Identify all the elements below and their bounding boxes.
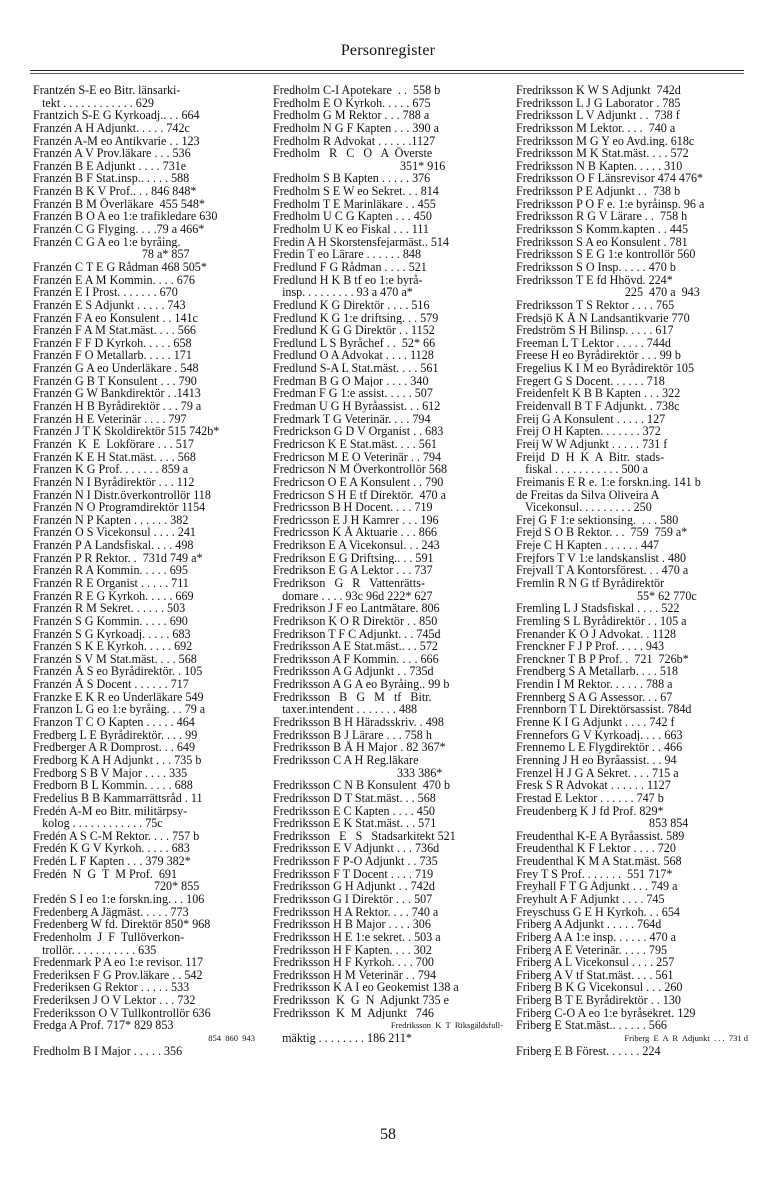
index-entry-line: Franzén S G Kyrkoadj. . . . . 683 [33,627,191,641]
index-entry-line: Fredriksson K G N Adjunkt 735 e [273,994,450,1007]
index-column-1 [33,84,255,1057]
index-entry-line: Franzén S V M Stat.mäst. . . . 568 [33,652,197,666]
index-entry-line: Fredholm R C O A Överste [273,147,433,160]
index-entry-line: Fredström S H Bilinsp. . . . . 617 [516,324,674,337]
index-entry-line: Franzén B O A eo 1:e trafikledare 630 [33,210,218,224]
index-entry-line: Friberg E B Förest. . . . . . 224 [516,1044,661,1058]
index-entry-line: Fredriksson S A eo Konsulent . 781 [516,235,688,249]
index-entry-line: Fredriksson K M Adjunkt 746 [273,1006,434,1020]
index-entry-line: Fredholm B I Major . . . . . 356 [33,1044,183,1058]
index-entry-line: Frendin I M Rektor. . . . . . 788 a [516,678,673,691]
index-entry-line: Freidenfelt K B B Kapten . . . 322 [516,387,681,401]
index-entry-line: 720* 855 [33,880,200,893]
index-entry-line: Freje C H Kapten . . . . . . 447 [516,539,660,552]
index-entry-line: Fredelius B B Kammarrättsråd . 11 [33,791,203,805]
index-entry-line: Fredriksson N B Kapten. . . . . 310 [516,159,683,173]
index-entry-line: Friberg E A R Adjunkt . . . 731 d [624,1033,748,1044]
index-entry-line: Fredriksson B Å H Major . 82 367* [273,741,446,754]
index-entry-line: Franzke E K R eo Underläkare 549 [33,690,204,704]
index-entry-line: Franzén B M Överläkare 455 548* [33,197,205,211]
index-entry-line: Fredman F G 1:e assist. . . . . 507 [273,387,433,401]
index-entry-line: Fredriksson A G A eo Byråing.. 99 b [273,678,450,691]
index-entry-line: Fredholm E O Kyrkoh. . . . . 675 [273,96,431,110]
index-entry-line: Franzén E S Adjunkt . . . . . 743 [33,298,186,312]
index-entry-line: Fredriksson B J Lärare . . . 758 h [273,728,432,742]
index-entry-line: Fredholm U K eo Fiskal . . . 111 [273,223,429,236]
index-entry-line: Fremling L J Stadsfiskal . . . . 522 [516,602,680,615]
index-entry-line: trollör. . . . . . . . . . . 635 [33,943,157,957]
index-entry-line: Fredén N G T M Prof. 691 [33,867,178,881]
index-entry-line: kolog . . . . . . . . . . . . 75c [33,817,163,830]
index-entry-line: Fredman B G O Major . . . . 340 [273,374,429,388]
index-entry-line: Franzén R E G Kyrkoh. . . . . 669 [33,589,194,603]
index-entry-line: Franzén N P Kapten . . . . . . 382 [33,513,189,527]
index-entry-line: Freyhult A F Adjunkt . . . . 745 [516,893,665,906]
index-entry-line: Frenzel H J G A Sekret. . . . 715 a [516,766,679,780]
index-entry-line: Franzén E I Prost. . . . . . . 670 [33,286,178,299]
index-entry-line: Freij W W Adjunkt . . . . . 731 f [516,437,668,451]
index-entry-line: Frenckner T B P Prof. . 721 726b* [516,652,689,666]
index-entry-line: Fredriksson E C Kapten . . . . 450 [273,804,435,818]
index-entry-line: Fredriksson E V Adjunkt . . . 736d [273,842,440,856]
index-column-2 [273,84,503,1045]
index-entry-line: Fredmark T G Veterinär. . . . 794 [273,412,431,426]
index-entry-line: Fredriksson K T Riksgäldsfull- [390,1020,503,1031]
index-entry-line: 854 860 943 [208,1033,255,1044]
index-entry-line: 853 854 [516,817,689,830]
index-entry-line: Fredén A-M eo Bitr. militärpsy- [33,804,188,818]
index-entry-line: Franzén E A M Kommin. . . . 676 [33,273,195,287]
index-entry-line: de Freitas da Silva Oliveira A [516,488,660,502]
index-entry-line: Friberg B T E Byrådirektör . . 130 [516,994,681,1007]
index-entry-line: Frennefors G V Kyrkoadj. . . . 663 [516,728,683,742]
index-entry-line: Franzén A V Prov.läkare . . . 536 [33,147,191,160]
index-entry-line: Fredriksson H E 1:e sekret. . 503 a [273,930,441,944]
index-entry-line: Freyschuss G E H Kyrkoh. . . 654 [516,905,680,919]
index-entry-line: Fredga A Prof. 717* 829 853 [33,1019,174,1033]
index-entry-line: Fredriksson L V Adjunkt . . 738 f [516,109,680,122]
index-entry-line: Franzén R E Organist . . . . . 711 [33,576,189,590]
index-entry-line: Fredholm S E W eo Sekret. . . 814 [273,185,439,198]
index-entry-line: Fredborg S B V Major . . . . 335 [33,766,188,780]
index-entry-line: Frenander K O J Advokat. . 1128 [516,627,677,641]
index-entry-line: Fredriksson R G V Lärare . . 758 h [516,210,688,224]
index-entry-line: Fredriksson S E G 1:e kontrollör 560 [516,248,696,261]
index-entry-line: Fredholm C-I Apotekare . . 558 b [273,84,441,97]
index-entry-line: Fredén S I eo 1:e forskn.ing. . . 106 [33,893,205,906]
index-entry-line: Fredriksson K W S Adjunkt 742d [516,84,681,97]
index-entry-line: Fredriksson H F Kapten. . . . 302 [273,943,432,957]
index-entry-line: tekt . . . . . . . . . . . . 629 [33,96,154,110]
index-entry-line: Freudenthal K F Lektor . . . . 720 [516,842,676,856]
index-entry-line: Fredriksson C A H Reg.läkare [273,753,419,767]
index-entry-line: Franzon T C O Kapten . . . . . 464 [33,716,195,729]
index-entry-line: Franzén K E Lokförare . . . 517 [33,437,194,451]
index-entry-line: Fredriksson O F Länsrevisor 474 476* [516,172,704,186]
index-entry-line: Fredricson N M Överkontrollör 568 [273,463,447,476]
index-entry-line: Fredén K G V Kyrkoh. . . . . 683 [33,842,190,856]
index-entry-line: Fredriksson T E fd Hhövd. 224* [516,273,673,287]
index-entry-line: Freudenthal K-E A Byråassist. 589 [516,829,685,843]
index-entry-line: Fredman U G H Byråassist. . . 612 [273,400,441,413]
index-entry-line: Frennborn T L Direktörsassist. 784d [516,703,692,717]
index-entry-line: Fredenmark P A eo 1:e revisor. 117 [33,956,204,969]
index-entry-line: Franzén B E Adjunkt . . . . 731e [33,159,187,173]
index-entry-line: Friberg A L Vicekonsul . . . . 257 [516,956,675,969]
index-entry-line: 225 470 a 943 [516,286,700,299]
index-entry-line: 333 386* [273,766,443,780]
index-entry-line: Fredriksson A G Adjunkt . . 735d [273,665,434,679]
index-entry-line: Friberg A V tf Stat.mäst. . . . 561 [516,968,674,982]
index-entry-line: Friberg A E Veterinär. . . . . 795 [516,943,668,957]
index-entry-line: Franzén Å S eo Byrådirektör. . 105 [33,665,203,679]
index-entry-line: Freidenvall B T F Adjunkt. . 738c [516,400,680,413]
index-entry-line: 78 a* 857 [33,248,190,261]
index-entry-line: Fredrikson K O R Direktör . . 850 [273,614,438,628]
index-entry-line: insp. . . . . . . . . 93 a 470 a* [273,286,413,299]
index-entry-line: Frantzén S-E eo Bitr. länsarki- [33,84,181,97]
index-entry-line: 55* 62 770c [516,589,697,603]
index-entry-line: Fredenberg W fd. Direktör 850* 968 [33,918,211,931]
index-entry-line: Fredrikson E G Driftsing.. . . 591 [273,551,434,565]
index-entry-line: Friberg A A 1:e insp. . . . . . 470 a [516,930,677,944]
index-entry-line: Frennemo L E Flygdirektör . . 466 [516,741,683,754]
index-entry-line: Franzén S K E Kyrkoh. . . . . 692 [33,640,193,653]
index-entry-line: Fredriksson K A I eo Geokemist 138 a [273,981,459,995]
index-entry-line: Fredricsson K Å Aktuarie . . . 866 [273,526,437,540]
index-entry-line: Franzén S G Kommin. . . . . 690 [33,614,188,628]
index-entry-line: Fredlund K G G Direktör . . 1152 [273,324,435,337]
index-entry-line: Freese H eo Byrådirektör . . . 99 b [516,349,681,363]
index-entry-line: Fredrikson J F eo Lantmätare. 806 [273,602,440,615]
index-entry-line: Frestad E Lektor . . . . . . 747 b [516,791,664,805]
index-entry-line: Fredriksson H B Major . . . . 306 [273,918,431,931]
index-entry-line: Franzén C G Flyging. . . .79 a 466* [33,223,205,236]
index-entry-line: Fredrikson G R Vattenrätts- [273,576,425,590]
index-entry-line: Frederiksen G Rektor . . . . . 533 [33,981,190,995]
index-entry-line: Friberg B K G Vicekonsul . . . 260 [516,981,683,995]
index-entry-line: Franzén F O Metallarb. . . . . 171 [33,349,192,363]
index-entry-line: Fredricson K E Stat.mäst. . . . 561 [273,437,437,451]
index-entry-line: Fredrikson E G A Lektor . . . 737 [273,564,433,577]
index-entry-line: Fredriksson A F Kommin. . . . 666 [273,652,439,666]
index-entry-line: Fredriksson S Komm.kapten . . 445 [516,223,688,236]
index-entry-line: Fredricson S H E tf Direktör. 470 a [273,488,446,502]
index-entry-line: Frenning J H eo Byråassist. . . 94 [516,753,677,767]
index-entry-line: Fredriksson G H Adjunkt . . 742d [273,880,435,893]
index-entry-line: Freij O H Kapten. . . . . . . 372 [516,425,661,438]
index-entry-line: Freyhall F T G Adjunkt . . . 749 a [516,880,678,893]
index-entry-line: Fredriksson C N B Konsulent 470 b [273,779,451,792]
index-entry-line: Freudenberg K J fd Prof. 829* [516,804,664,818]
index-entry-line: Frederiksen F G Prov.läkare . . 542 [33,968,203,982]
index-entry-line: Fredlund F G Rådman . . . . 521 [273,260,427,274]
index-entry-line: Franzén C G A eo 1:e byråing. [33,235,181,249]
index-entry-line: Fredriksson E K Stat.mäst. . . 571 [273,817,437,830]
index-entry-line: Franzon L G eo 1:e byråing. . . 79 a [33,703,206,717]
index-entry-line: Fredén L F Kapten . . . 379 382* [33,855,191,868]
index-entry-line: Fredriksson M Lektor. . . . 740 a [516,121,676,135]
index-entry-line: Fredriksson S O Insp. . . . . 470 b [516,260,676,274]
index-entry-line: Fredlund K G 1:e driftsing. . . 579 [273,311,439,325]
index-entry-line: taxer.intendent . . . . . . . 488 [273,703,418,717]
index-entry-line: Friberg E Stat.mäst.. . . . . . 566 [516,1019,667,1033]
index-entry-line: Freij G A Konsulent . . . . . 127 [516,412,666,426]
index-entry-line: 351* 916 [273,159,446,173]
index-entry-line: Fredborg K A H Adjunkt . . . 735 b [33,753,202,767]
index-entry-line: Frenne K I G Adjunkt . . . . 742 f [516,716,675,729]
index-entry-line: Franzén C T E G Rådman 468 505* [33,260,207,274]
index-entry-line: Fredlund K G Direktör . . . . 516 [273,298,430,312]
index-entry-line: Fredenholm J F Tullöverkon- [33,930,185,944]
index-entry-line: Franzén G W Bankdirektör . .1413 [33,387,201,401]
index-entry-line: Frederiksson O V Tullkontrollör 636 [33,1006,211,1020]
index-entry-line: Fredriksson A E Stat.mäst.. . . 572 [273,640,438,653]
index-entry-line: Franzén P A Landsfiskal. . . . 498 [33,539,194,552]
index-entry-line: Fredholm G M Rektor . . . 788 a [273,109,430,122]
index-entry-line: Fremlin R N G tf Byrådirektör [516,576,665,590]
index-entry-line: domare . . . . 93c 96d 222* 627 [273,589,433,603]
index-entry-line: Fredlund O A Advokat . . . . 1128 [273,349,434,363]
page-number: 58 [380,1126,396,1143]
index-entry-line: Fredriksson F P-O Adjunkt . . 735 [273,855,438,868]
index-entry-line: Freudenthal K M A Stat.mäst. 568 [516,855,682,868]
index-entry-line: Fredriksson H F Kyrkoh. . . . 700 [273,956,434,969]
index-entry-line: Fredin A H Skorstensfejarmäst.. 514 [273,235,450,249]
index-entry-line: Fredlund H K B tf eo 1:e byrå- [273,273,423,287]
index-entry-line: Friberg C-O A eo 1:e byråsekret. 129 [516,1006,696,1020]
index-entry-line: Freijd D H K A Bitr. stads- [516,450,665,464]
index-entry-line: Fredricson M E O Veterinär . . 794 [273,450,442,464]
index-entry-line: Franzén R A Kommin. . . . . 695 [33,564,188,577]
index-entry-line: Fredlund L S Byråchef . . 52* 66 [273,336,436,350]
index-entry-line: Fredrickson G D V Organist . . 683 [273,425,444,438]
index-entry-line: Fredholm R Advokat . . . . . .1127 [273,134,436,148]
index-entry-line: Frenckner F J P Prof. . . . . 943 [516,640,665,653]
index-entry-line: fiskal . . . . . . . . . . . 500 a [516,463,649,476]
index-entry-line: Fredriksson M K Stat.mäst. . . . 572 [516,147,689,160]
index-entry-line: Fredén A S C-M Rektor. . . . 757 b [33,829,200,843]
index-entry-line: Franzén A H Adjunkt. . . . . 742c [33,121,190,135]
index-entry-line: Fredriksson L J G Laborator . 785 [516,96,681,110]
index-entry-line: Fredholm T E Marinläkare . . 455 [273,197,436,211]
index-entry-line: Franzen K G Prof. . . . . . . 859 a [33,463,189,476]
index-entry-line: Frantzich S-E G Kyrkoadj.. . . 664 [33,109,200,122]
index-entry-line: Franzén B F Stat.insp.. . . . . 588 [33,172,190,186]
index-entry-line: Franzén N I Distr.överkontrollör 118 [33,488,211,502]
index-entry-line: Frejfors T V 1:e landskanslist . 480 [516,551,687,565]
index-entry-line: Franzén H E Veterinär . . . . 797 [33,412,187,426]
index-entry-line: Fredricson O E A Konsulent . . 790 [273,475,444,489]
index-entry-line: Fredricsson E J H Kamrer . . . 196 [273,513,439,527]
index-entry-line: Fredriksson H A Rektor. . . . 740 a [273,905,439,919]
index-entry-line: Fredborn B L Kommin. . . . . 688 [33,779,193,792]
index-entry-line: Frejvall T A Kontorsförest. . . 470 a [516,564,689,577]
index-entry-line: Fredholm S B Kapten . . . . . 376 [273,172,431,186]
index-entry-line: Fredriksson F T Docent . . . . 719 [273,867,434,881]
index-entry-line: Friberg A Adjunkt . . . . . 764d [516,918,662,931]
index-entry-line: Franzén A-M eo Antikvarie . . 123 [33,134,200,148]
index-entry-line: Franzén F A eo Konsulent . . 141c [33,311,198,325]
index-entry-line: Frederiksen J O V Lektor . . . 732 [33,994,196,1007]
index-entry-line: Fredberger A R Domprost. . . 649 [33,741,196,754]
index-entry-line: Franzén G B T Konsulent . . . 790 [33,374,197,388]
index-entry-line: Fredlund S-A L Stat.mäst. . . . 561 [273,362,439,375]
page-title: Personregister [340,42,436,59]
index-entry-line: Franzén G A eo Underläkare . 548 [33,362,199,375]
index-entry-line: Freeman L T Lektor . . . . . 744d [516,336,671,350]
index-entry-line: Franzén N I Byrådirektör . . . 112 [33,475,195,489]
index-entry-line: Frennberg S A G Assessor. . . 67 [516,690,673,704]
index-entry-line: Franzén H B Byrådirektör . . . 79 a [33,400,202,413]
index-entry-line: Franzén R M Sekret. . . . . . 503 [33,602,186,615]
index-entry-line: Fremling S L Byrådirektör . . 105 a [516,614,687,628]
index-entry-line: Frejd S O B Rektor. . . 759 759 a* [516,526,688,540]
header-rule [30,70,744,74]
index-entry-line: Fredriksson B G M tf Bitr. [273,690,432,704]
index-entry-line: Fregert G S Docent. . . . . . 718 [516,374,665,388]
index-entry-line: Frej G F 1:e sektionsing. . . . 580 [516,513,679,527]
index-entry-line: Fredberg L E Byrådirektör. . . . 99 [33,728,198,742]
index-entry-line: Fredin T eo Lärare . . . . . . 848 [273,248,422,261]
index-entry-line: Franzén O S Vicekonsul . . . . 241 [33,526,196,540]
index-entry-line: Franzén N O Programdirektör 1154 [33,501,206,514]
index-entry-line: Franzén J T K Skoldirektör 515 742b* [33,425,220,438]
index-entry-line: Fredriksson H M Veterinär . . 794 [273,968,437,982]
index-entry-line: Fredriksson M G Y eo Avd.ing. 618c [516,134,695,148]
index-entry-line: Freimanis E R e. 1:e forskn.ing. 141 b [516,475,701,489]
index-entry-line: Fresk S R Advokat . . . . . . 1127 [516,779,671,792]
index-entry-line: Fregelius K I M eo Byrådirektör 105 [516,362,695,375]
index-entry-line: Vicekonsul. . . . . . . . . 250 [516,501,652,514]
index-entry-line: Franzén F A M Stat.mäst. . . . 566 [33,324,196,337]
index-entry-line: Fredriksson P E Adjunkt . . 738 b [516,185,681,198]
index-column-3 [516,84,748,1057]
index-entry-line: Fredriksson E S Stadsarkitekt 521 [273,829,456,843]
index-entry-line: Fredriksson D T Stat.mäst. . . 568 [273,791,436,805]
index-entry-line: Franzén P R Rektor. . 731d 749 a* [33,551,203,565]
index-entry-line: Fredrikson E A Vicekonsul. . . 243 [273,539,440,552]
index-entry-line: Frey T S Prof. . . . . . . 551 717* [516,867,673,881]
index-entry-line: Fredriksson P O F e. 1:e byråinsp. 96 a [516,197,705,211]
index-entry-line: Fredriksson B H Häradsskriv. . 498 [273,716,444,729]
index-entry-line: Fredholm U C G Kapten . . . 450 [273,210,432,224]
index-entry-line: Franzén F F D Kyrkoh. . . . . 658 [33,336,192,350]
index-entry-line: Fredrikson T F C Adjunkt. . . 745d [273,627,441,641]
index-entry-line: Fredholm N G F Kapten . . . 390 a [273,121,439,135]
index-entry-line: Fredriksson T S Rektor . . . . 765 [516,298,675,312]
index-entry-line: Franzén B K V Prof.. . . 846 848* [33,185,197,198]
index-entry-line: Franzén Å S Docent . . . . . . 717 [33,678,189,691]
index-entry-line: Fredsjö K Å N Landsantikvarie 770 [516,311,690,325]
index-entry-line: Fredricsson B H Docent. . . . 719 [273,501,433,514]
index-entry-line: mäktig . . . . . . . . 186 211* [273,1032,412,1045]
index-entry-line: Frendberg S A Metallarb. . . . 518 [516,665,679,679]
index-entry-line: Fredenberg A Jägmäst. . . . . 773 [33,905,189,919]
index-entry-line: Fredriksson G I Direktör . . . 507 [273,893,433,906]
index-entry-line: Franzén K E H Stat.mäst. . . . 568 [33,450,196,464]
